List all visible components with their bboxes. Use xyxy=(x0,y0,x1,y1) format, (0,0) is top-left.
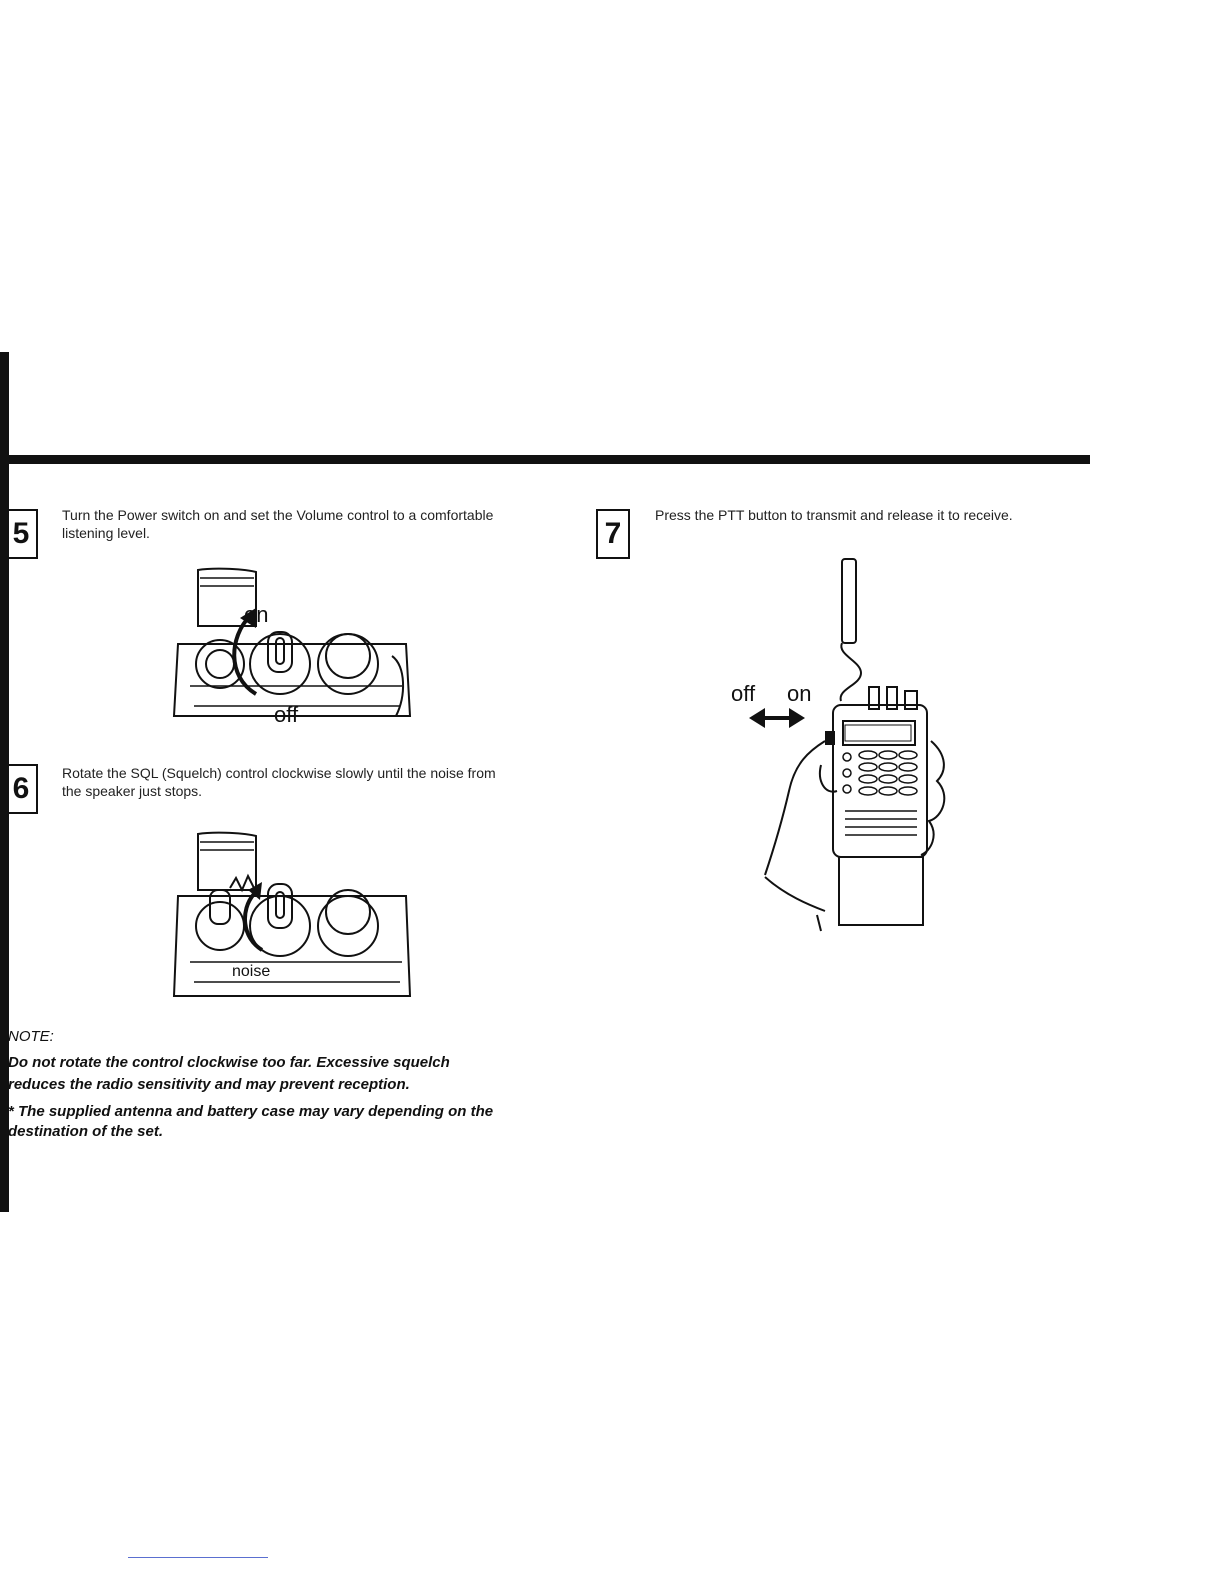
step-5-text: Turn the Power switch on and set the Volume control to a comfortable listening level. xyxy=(62,507,494,541)
note-body: Do not rotate the control clockwise too far. Excessive squelch reduces the radio sensitivity and may prevent reception. xyxy=(8,1054,450,1093)
note-title: NOTE: xyxy=(8,1028,54,1045)
bottom-rule xyxy=(128,1557,268,1558)
figure-power-volume xyxy=(170,566,415,736)
step-5-number: 5 xyxy=(4,509,38,559)
header-rule xyxy=(0,455,1090,464)
step-7-text: Press the PTT button to transmit and release it to receive. xyxy=(655,507,1013,523)
fig7-label-on: on xyxy=(787,681,812,706)
step-6-text: Rotate the SQL (Squelch) control clockwise slowly until the noise from the speaker just stops. xyxy=(62,765,496,799)
step-6-number: 6 xyxy=(4,764,38,814)
figure-ptt-radio xyxy=(725,555,955,935)
footnote: * The supplied antenna and battery case may vary depending on the destination of the set. xyxy=(8,1103,494,1140)
figure-squelch xyxy=(170,830,415,1000)
fig6-label-noise: noise xyxy=(232,963,271,980)
fig5-label-off: off xyxy=(274,702,299,727)
fig7-label-off: off xyxy=(731,681,756,706)
step-7-number: 7 xyxy=(596,509,630,559)
fig5-label-on: on xyxy=(244,602,269,627)
